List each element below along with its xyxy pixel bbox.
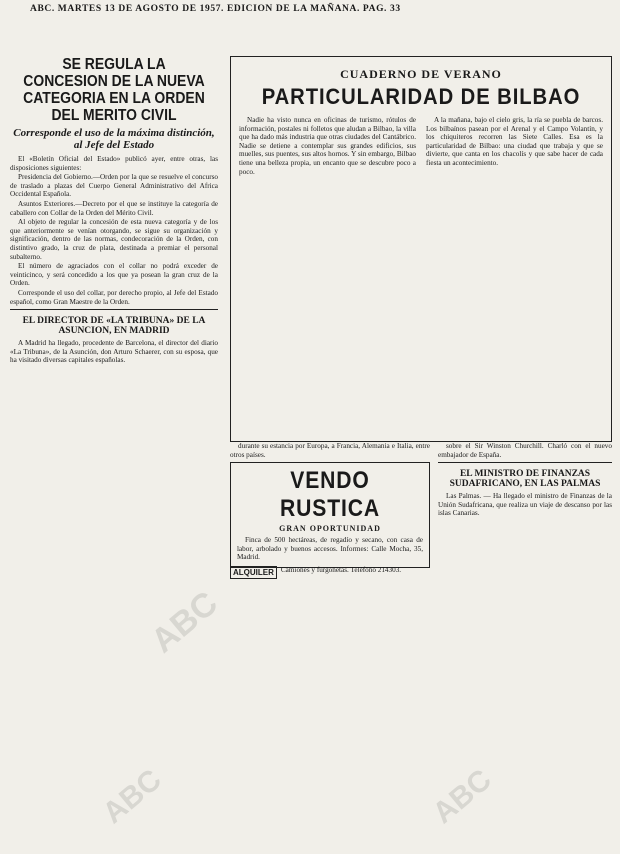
section-body [438,492,612,518]
mid-text [230,442,430,460]
watermark: ABC [144,583,225,661]
right-column [438,442,612,519]
section-heading: EL DIRECTOR DE «LA TRIBUNA» DE LA ASUNCION, EN MADRID [22,316,206,337]
paragraph: Las Palmas. — Ha llegado el ministro de Finanzas de la Unión Sudafricana, que realiza un viaje de descanso por las islas Canarias. [438,492,612,518]
ad-tag: ALQUILER [230,566,277,579]
ad-subtitle: GRAN OPORTUNIDAD [279,524,381,533]
featured-box [230,56,612,442]
ad-body: Camiones y furgonetas. Teléfono 214303. [280,566,402,574]
paragraph: Presidencia del Gobierno.—Orden por la que se resuelve el concurso de traslado a plazas del Cuerpo General Administrativo del Africa Occidental Española. [10,173,218,199]
left-column [10,42,218,366]
divider [438,462,612,463]
paragraph: Finca de 500 hectáreas, de regadío y secano, con casa de labor, arbolado y buenos accesos. Informes: Calle Mocha, 35, Madrid. [237,536,423,562]
section-body [10,339,218,365]
kicker: CUADERNO DE VERANO [340,67,502,81]
box-columns [239,116,603,177]
section-heading: EL MINISTRO DE FINANZAS SUDAFRICANO, EN LAS PALMAS [449,469,601,490]
divider [10,309,218,310]
box-title: PARTICULARIDAD DE BILBAO [261,84,581,109]
paragraph: A Madrid ha llegado, procedente de Barcelona, el director del diario «La Tribuna», de la Asunción, don Arturo Schaerer, con su esposa, que ha visitado diversas capitales españolas. [10,339,218,365]
paragraph: Corresponde el uso del collar, por derecho propio, al Jefe del Estado español, como Gran Maestre de la Orden. [10,288,218,306]
article-body [10,155,218,306]
watermark: ABC [426,763,498,831]
paragraph: durante su estancia por Europa, a Francia, Alemania e Italia, entre otros países. [230,442,430,459]
paragraph: A la mañana, bajo el cielo gris, la ría se puebla de barcos. Los bilbaínos pasean por el Arenal y el Campo Volantín, y los chiquiteros recorren las Siete Calles. Esa es la particularidad de Bilbao: una ciudad que trabaja y que se divierte, que canta en los chacolís y que sabe hacer de cada fiesta un acontecimiento. [426,116,603,167]
paragraph: Al objeto de regular la concesión de esta nueva categoría y de los que anteriormente se venían otorgando, se sigue su organización y significación, dentro de las normas, condecoración de la Orden, con distintivo grado, la cruz de plata, destinada a premiar el personal subalterno. [10,218,218,261]
right-body [438,442,612,459]
watermark: ABC [96,763,168,831]
masthead: ABC. MARTES 13 DE AGOSTO DE 1957. EDICION DE LA MAÑANA. PAG. 33 [30,4,401,14]
paragraph: sobre el Sir Winston Churchill. Charló con el nuevo embajador de España. [438,442,612,459]
paragraph: Nadie ha visto nunca en oficinas de turismo, rótulos de información, postales ni folletos que aludan a Bilbao, la villa que ha dado más industria que otras ciudades del Cantábrico. Nadie se detiene a contemplar sus grandes edificios, sus muelles, sus puentes, sus altos hornos. Y sin embargo, Bilbao tiene una belleza propia, un encanto que se descubre poco a poco. [239,116,416,176]
ad-title: VENDO RUSTICA [279,467,381,522]
paragraph: Asuntos Exteriores.—Decreto por el que se instituye la categoría de caballero con Collar de la Orden del Mérito Civil. [10,199,218,217]
paragraph: El «Boletín Oficial del Estado» publicó ayer, entre otras, las disposiciones siguientes: [10,155,218,172]
subhead: Corresponde el uso de la máxima distinción, al Jefe del Estado [13,127,215,151]
paragraph: El número de agraciados con el collar no podrá exceder de veinticinco, y será concedido a los que ya posean la gran cruz de la Orden. [10,262,218,288]
headline: SE REGULA LA CONCESION DE LA NUEVA CATEGORIA EN LA ORDEN DEL MERITO CIVIL [23,56,205,124]
